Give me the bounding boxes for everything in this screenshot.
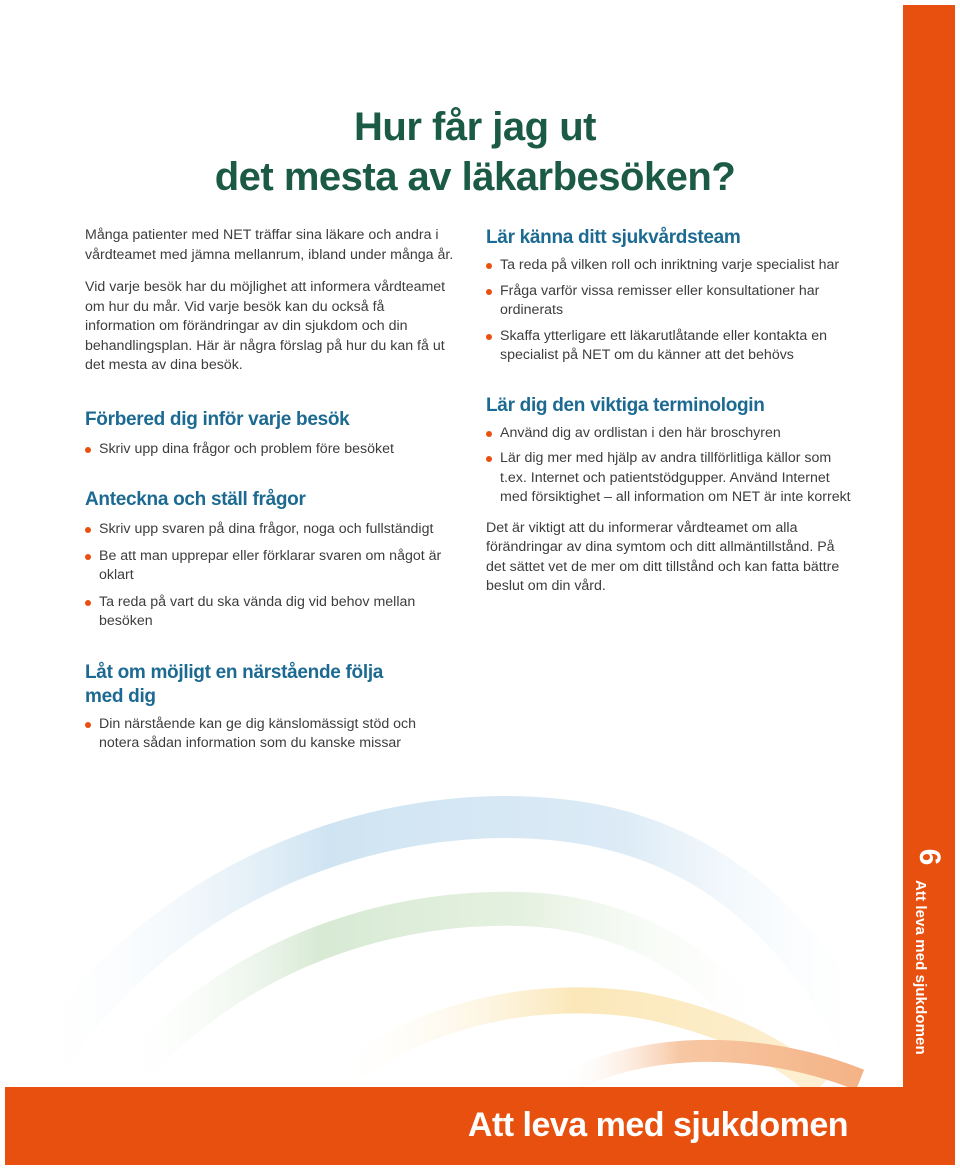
list-item: Skaffa ytterligare ett läkarutlåtande eller kontakta en specialist på NET om du känner att det behövs bbox=[486, 327, 856, 366]
terminology-list bbox=[486, 424, 856, 508]
chapter-number: 6 bbox=[913, 848, 946, 866]
headline-line-1: Hur får jag ut bbox=[354, 105, 596, 149]
page-headline bbox=[190, 102, 760, 202]
list-item: Lär dig mer med hjälp av andra tillförlitliga källor som t.ex. Internet och patientstödgupper. Använd Internet med försiktighet – all information om NET är inte korrekt bbox=[486, 449, 856, 508]
section-heading-take-notes: Anteckna och ställ frågor bbox=[85, 489, 306, 510]
section-heading-terminology: Lär dig den viktiga terminologin bbox=[486, 394, 765, 416]
section-heading-care-team: Lär känna ditt sjukvårdsteam bbox=[486, 227, 741, 248]
left-column bbox=[85, 226, 455, 754]
companion-list bbox=[85, 715, 455, 754]
take-notes-list bbox=[85, 520, 455, 632]
right-column bbox=[486, 226, 856, 597]
prepare-list bbox=[85, 440, 455, 460]
list-item: Be att man upprepar eller förklarar svaren om något är oklart bbox=[85, 547, 455, 586]
list-item: Ta reda på vart du ska vända dig vid behov mellan besöken bbox=[85, 593, 455, 632]
list-item: Din närstående kan ge dig känslomässigt stöd och notera sådan information som du kanske missar bbox=[85, 715, 455, 754]
list-item: Ta reda på vilken roll och inriktning varje specialist har bbox=[486, 256, 856, 276]
chapter-sidebar-label: Att leva med sjukdomen bbox=[912, 880, 929, 1055]
list-item: Använd dig av ordlistan i den här broschyren bbox=[486, 424, 856, 444]
section-heading-companion: Låt om möjligt en närstående följa med dig bbox=[85, 661, 384, 707]
footer-title: Att leva med sjukdomen bbox=[467, 1106, 848, 1144]
closing-paragraph: Det är viktigt att du informerar vårdteamet om alla förändringar av dina symtom och ditt allmäntillstånd. På det sättet vet de mer om ditt tillstånd och kan fatta bättre beslut om din vård. bbox=[486, 519, 840, 594]
care-team-list bbox=[486, 256, 856, 366]
list-item: Skriv upp dina frågor och problem före besöket bbox=[85, 440, 455, 460]
intro-paragraph-2: Vid varje besök har du möjlighet att informera vårdteamet om hur du mår. Vid varje besök kan du också få information om förändringar av din sjukdom och din behandlingsplan. Här är några förslag på hur du kan få ut det mesta av dina besök. bbox=[85, 279, 446, 373]
section-heading-prepare: Förbered dig inför varje besök bbox=[85, 408, 350, 430]
headline-line-2: det mesta av läkarbesöken? bbox=[214, 155, 736, 199]
chapter-sidebar bbox=[903, 5, 955, 1165]
list-item: Skriv upp svaren på dina frågor, noga och fullständigt bbox=[85, 520, 455, 540]
intro-paragraph-1: Många patienter med NET träffar sina läkare och andra i vårdteamet med jämna mellanrum, ibland under många år. bbox=[85, 227, 454, 263]
list-item: Fråga varför vissa remisser eller konsultationer har ordinerats bbox=[486, 282, 856, 321]
